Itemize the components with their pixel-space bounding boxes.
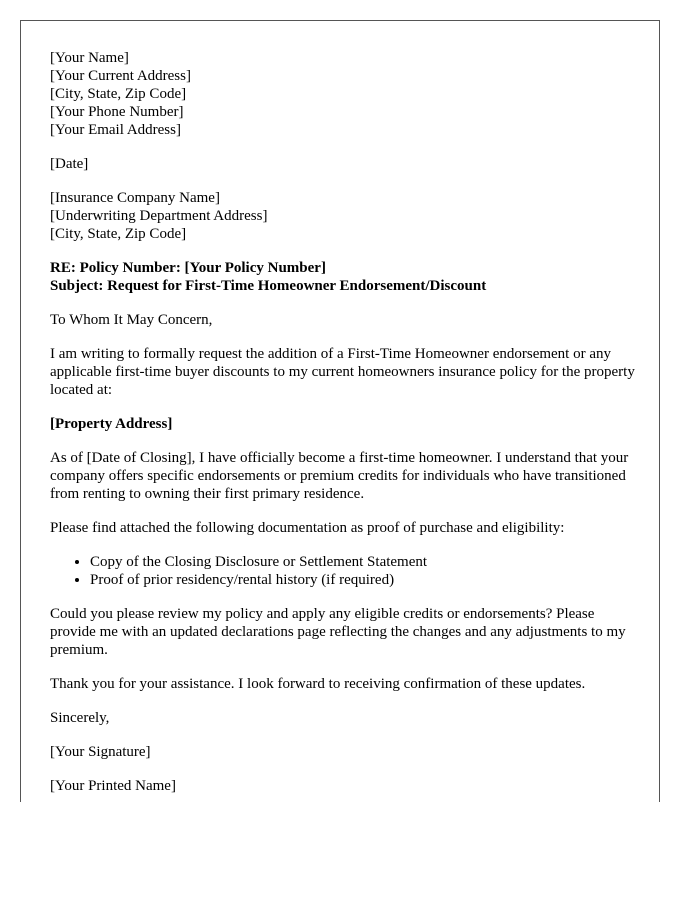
reference-block xyxy=(50,259,640,295)
signature: [Your Signature] xyxy=(50,744,151,760)
re-line: RE: Policy Number: [Your Policy Number] xyxy=(50,260,326,276)
sender-name: [Your Name] xyxy=(50,50,129,66)
property-address: [Property Address] xyxy=(50,416,173,432)
paragraph-review: Could you please review my policy and apply any eligible credits or endorsements? Please provide me with an updated declarations page reflecting the changes and any adjustments to my premium. xyxy=(50,606,626,658)
sender-city-state-zip: [City, State, Zip Code] xyxy=(50,86,187,102)
printed-name: [Your Printed Name] xyxy=(50,778,176,794)
sender-address: [Your Current Address] xyxy=(50,68,191,84)
sender-phone: [Your Phone Number] xyxy=(50,104,184,120)
recipient-department-address: [Underwriting Department Address] xyxy=(50,208,268,224)
recipient-city-state-zip: [City, State, Zip Code] xyxy=(50,226,187,242)
paragraph-thanks: Thank you for your assistance. I look forward to receiving confirmation of these updates. xyxy=(50,676,586,692)
list-item: • Proof of prior residency/rental history (if required) xyxy=(90,571,640,589)
closing: Sincerely, xyxy=(50,710,110,726)
letter-body xyxy=(50,49,640,802)
salutation: To Whom It May Concern, xyxy=(50,312,213,328)
sender-email: [Your Email Address] xyxy=(50,122,181,138)
documents-list xyxy=(50,553,640,589)
paragraph-request: I am writing to formally request the addition of a First-Time Homeowner endorsement or any applicable first-time buyer discounts to my current homeowners insurance policy for the property located at: xyxy=(50,346,635,398)
paragraph-closing-date: As of [Date of Closing], I have officially become a first-time homeowner. I understand that your company offers specific endorsements or premium credits for individuals who have transitioned from renting to owning their first primary residence. xyxy=(50,450,629,502)
letter-date: [Date] xyxy=(50,156,89,172)
sender-block xyxy=(50,49,640,139)
recipient-company: [Insurance Company Name] xyxy=(50,190,220,206)
recipient-block xyxy=(50,189,640,243)
subject-line: Subject: Request for First-Time Homeowner Endorsement/Discount xyxy=(50,278,487,294)
letter-page xyxy=(20,20,660,802)
paragraph-documentation: Please find attached the following documentation as proof of purchase and eligibility: xyxy=(50,520,565,536)
list-item: • Copy of the Closing Disclosure or Settlement Statement xyxy=(90,553,640,571)
